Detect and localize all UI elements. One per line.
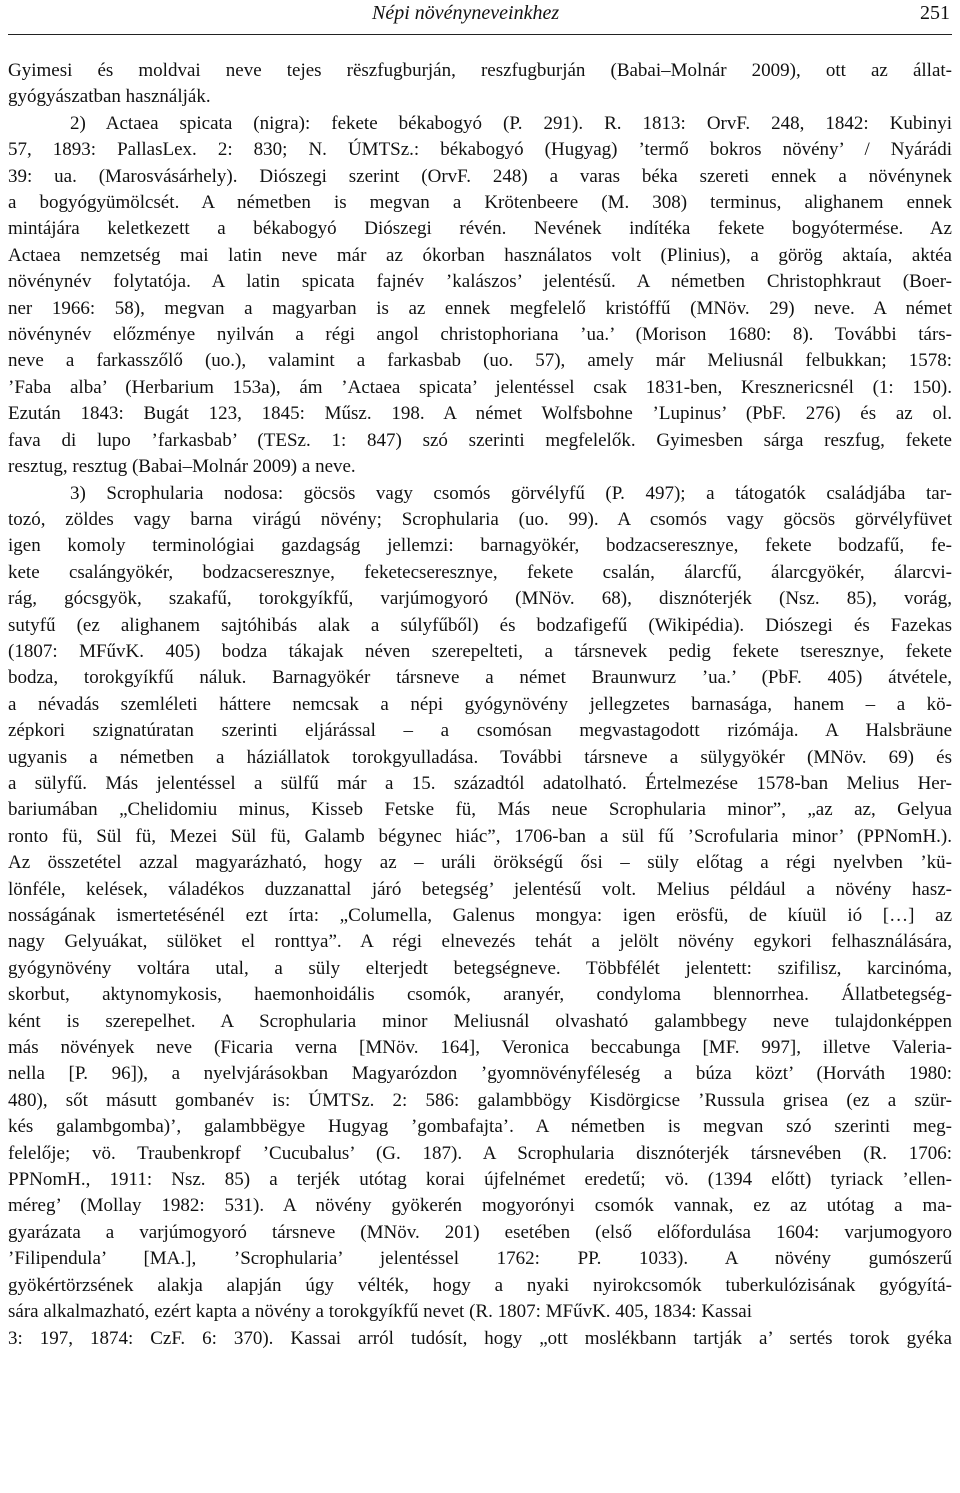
text-line: 39: ua. (Marosvásárhely). Diószegi szerint (OrvF. 248) a varas béka szereti ennek a növénynek	[8, 165, 952, 187]
text-line: ként is szerepelhet. A Scrophularia minor Meliusnál olvasható galambbegy neve tulajdonképpen	[8, 1010, 952, 1032]
text-line: 3: 197, 1874: CzF. 6: 370). Kassai arról tudósít, hogy „ott moslékbann tartják a’ sertés torok gyéka	[8, 1327, 952, 1349]
text-line: gyógyászatban használják.	[8, 86, 211, 108]
text-line: nosságának ismertetésénél ezt írta: „Columella, Galenus mongya: igen erösfü, de kíuül ió […] az	[8, 905, 952, 926]
text-line: méreg’ (Mollay 1982: 531). A növény gyökerén mogyorónyi csomók vannak, ez az utótag a ma-	[8, 1195, 952, 1217]
text-line: 480), sőt másutt gombanév is: ÚMTSz. 2: 586: galambbögy Kisdörgicse ’Russula grisea (ez a szür-	[8, 1089, 952, 1111]
text-line: lönféle, kelések, váladékos duzzanattal járó betegség’ jelentésű volt. Melius például a növény hasz-	[8, 878, 952, 900]
text-line: ugyanis a németben a háziállatok torokgyulladása. További társneve a sülygyökér (MNöv. 69) és	[8, 746, 952, 768]
text-line: skorbut, aktynomykosis, haemonhoidális csomók, aranyér, condyloma blennorrhea. Állatbetegség-	[8, 984, 952, 1006]
running-title: Népi növényneveinkhez	[372, 2, 560, 24]
page-number: 251	[920, 2, 950, 24]
text-line: bariumában „Chelidomiu minus, Kisseb Fetske fü, Más neue Scrophularia minor”, „az az, Gelyua	[8, 799, 952, 821]
text-line: növénynév előzménye nyilván a régi angol christophoriana ’ua.’ (Morison 1680: 8). További társ-	[8, 324, 952, 346]
text-line: zépkori szignatúratan szerinti eljárással – a csomósan megvastagodott rizómája. A Halsbräune	[8, 720, 952, 742]
text-line: bodza, torokgyíkfű náluk. Barnagyökér társneve a német Braunwurz ’ua.’ (PbF. 405) átvétele,	[8, 667, 952, 689]
text-line: igen komoly terminológiai gazdagság jellemzi: barnagyökér, bodzacseresznye, fekete bodzafű, fe-	[8, 535, 952, 557]
text-line: kés galambgomba)’, galambbëgye Hugyag ’gombafajta’. A németben is megvan szó szerinti meg-	[8, 1116, 952, 1138]
text-line: ’Faba alba’ (Herbarium 153a), ám ’Actaea spicata’ jelentéssel csak 1831-ben, Kresznericsnél (1: 150).	[8, 376, 952, 398]
text-line: neve a farkasszőlő (uo.), valamint a farkasbab (uo. 57), amely már Meliusnál felbukkan; 1578:	[8, 350, 952, 372]
text-line: kete csalángyökér, bodzacseresznye, feketecseresznye, fekete csalán, álarcfű, álarcgyökér, álarcvi-	[8, 561, 952, 583]
text-line: 2) Actaea spicata (nigra): fekete békabogyó (P. 291). R. 1813: OrvF. 248, 1842: Kubinyi	[70, 112, 952, 134]
text-line: Ezután 1843: Bugát 123, 1845: Műsz. 198. A német Wolfsbohne ’Lupinus’ (PbF. 276) és az ol.	[8, 403, 952, 425]
text-line: ’Filipendula’ [MA.], ’Scrophularia’ jelentéssel 1762: PP. 1033). A növény gumószerű	[8, 1248, 952, 1270]
text-line: 3) Scrophularia nodosa: göcsös vagy csomós görvélyfű (P. 497); a tátogatók családjába tar-	[70, 482, 952, 504]
text-line: gyökértörzsének alakja alapján úgy vélték, hogy a nyaki nyirokcsomók tuberkulózisának gyógyítá-	[8, 1274, 952, 1296]
text-line: rág, gócsgyök, szakafű, torokgyíkfű, varjúmogyoró (MNöv. 68), disznóterjék (Nsz. 85), vorág,	[8, 588, 952, 610]
text-line: 57, 1893: PallasLex. 2: 830; N. ÚMTSz.: békabogyó (Hugyag) ’termő bokros növény’ / Nyárádi	[8, 139, 952, 161]
text-line: nella [P. 96]), a nyelvjárásokban Magyarózdon ’gyomnövényféleség a búza közt’ (Horváth 1980:	[8, 1063, 952, 1085]
body-text	[8, 58, 952, 1352]
text-line: ronto fü, Sül fü, Mezei Sül fü, Galamb bégynec hiác”, 1706-ban a sül fű ’Scrofularia minor’ (PPNomH.).	[8, 825, 952, 847]
text-line: Actaea nemzetség mai latin neve már az ókorban használatos volt (Plinius), a görög aktaía, aktéa	[8, 244, 952, 266]
text-line: a sülyfű. Más jelentéssel a sülfű már a 15. századtól adatolható. Értelmezése 1578-ban Melius Her-	[8, 772, 952, 794]
text-line: tozó, zöldes vagy barna virágú növény; Scrophularia (uo. 99). A csomós vagy göcsös görvélyfüvet	[8, 508, 952, 530]
text-line: Az összetétel azzal magyarázható, hogy az – uráli örökségű ősi – süly előtag a régi nyelvben ’kü-	[8, 852, 952, 874]
text-line: fava di lupo ’farkasbab’ (TESz. 1: 847) szó szerinti megfelelők. Gyimesben sárga reszfug, fekete	[8, 429, 952, 451]
text-line: a bogyógyümölcsét. A németben is megvan a Krötenbeere (M. 308) terminus, alighanem ennek	[8, 192, 952, 214]
text-line: mintájára keletkezett a békabogyó Diószegi révén. Nevének indítéka fekete bogyótermése. Az	[8, 218, 952, 240]
text-line: (1807: MFűvK. 405) bodza tákajak néven szerepelteti, a társnevek pedig fekete tseresznye, fekete	[8, 640, 952, 662]
text-line: sára alkalmazható, ezért kapta a növény a torokgyíkfű nevet (R. 1807: MFűvK. 405, 1834: Kassai	[8, 1301, 752, 1323]
text-line: PPNomH., 1911: Nsz. 85) a terjék utótag korai újfelnémet eredetű; vö. (1394 előtt) tyriack ’ellen-	[8, 1169, 952, 1191]
text-line: felelője; vö. Traubenkropf ’Cucubalus’ (G. 187). A Scrophularia disznóterjék társnevében (R. 1706:	[8, 1142, 952, 1164]
text-line: Gyimesi és moldvai neve tejes rëszfugburján, reszfugburján (Babai–Molnár 2009), ott az állat-	[8, 60, 952, 81]
text-line: gyógynövény voltára utal, a süly elterjedt betegségneve. Többfélét jelentett: szifilisz, karcinóma,	[8, 957, 952, 979]
text-line: más növények neve (Ficaria verna [MNöv. 164], Veronica beccabunga [MF. 997], illetve Valeria-	[8, 1037, 952, 1059]
text-line: nagy Gelyuákat, sülöket el ronttya”. A régi elnevezés tehát a jelölt növény egykori felhasználására,	[8, 931, 952, 953]
text-line: növénynév folytatója. A latin spicata fajnév ’kalászos’ jelentésű. A németben Christophkraut (Boer-	[8, 271, 952, 293]
text-line: sutyfű (ez alighanem sajtóhibás alak a súlyfűből) és bodzafigefű (Wikipédia). Diószegi és Fazekas	[8, 614, 952, 636]
text-line: resztug, resztug (Babai–Molnár 2009) a neve.	[8, 456, 356, 478]
running-header	[8, 0, 952, 35]
text-line: ner 1966: 58), megvan a magyarban is az ennek megfelelő kristóffű (MNöv. 29) neve. A német	[8, 297, 952, 319]
text-line: a névadás szemléleti háttere nemcsak a népi gyógynövény jellegzetes barnasága, hanem – a kö-	[8, 693, 952, 715]
text-line: gyarázata a varjúmogyoró társneve (MNöv. 201) esetében (első előfordulása 1604: varjumogyoro	[8, 1221, 952, 1243]
